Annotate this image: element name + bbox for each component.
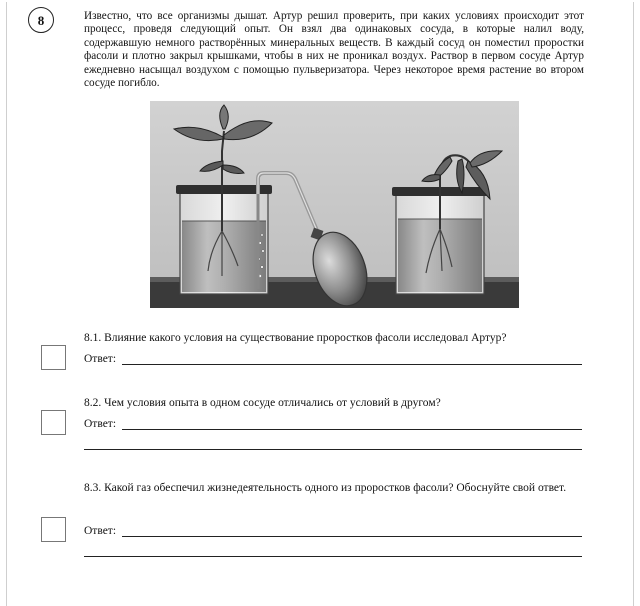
- subquestion-8-3-text: 8.3. Какой газ обеспечил жизнедеятельность одного из проростков фасоли? Обоснуйте свой ответ.: [84, 482, 567, 494]
- jar-left: [176, 185, 272, 294]
- answer-label: Ответ:: [84, 353, 117, 365]
- answer-line-8-1[interactable]: [122, 364, 582, 365]
- score-box-8-3[interactable]: [41, 517, 66, 542]
- answer-row-8-3: [84, 525, 582, 539]
- answer-line-8-3-extra[interactable]: [84, 556, 582, 557]
- question-number: 8: [28, 7, 54, 33]
- question-intro-text: Известно, что все организмы дышат. Артур решил проверить, при каких условиях происходит этот процесс, проведя следующий опыт. Он взял два одинаковых сосуда, в которые налил воду, содержавшую немного растворённых минеральных веществ. В каждый сосуд он поместил проростки фасоли и плотно закрыл крышками, чтобы в них не проникал воздух. Раствор в первом сосуде Артур ежедневно насыщал воздухом с помощью пульверизатора. Через некоторое время растение во втором сосуде погибло.: [84, 10, 584, 90]
- score-box-8-1[interactable]: [41, 345, 66, 370]
- experiment-illustration: [150, 101, 519, 308]
- answer-line-8-2[interactable]: [122, 429, 582, 430]
- subquestion-8-1-text: 8.1. Влияние какого условия на существование проростков фасоли исследовал Артур?: [84, 332, 507, 344]
- answer-line-8-2-extra[interactable]: [84, 449, 582, 450]
- answer-row-8-1: [84, 353, 582, 367]
- answer-label: Ответ:: [84, 525, 117, 537]
- answer-line-8-3[interactable]: [122, 536, 582, 537]
- answer-row-8-2: [84, 418, 582, 432]
- score-box-8-2[interactable]: [41, 410, 66, 435]
- subquestion-8-2-text: 8.2. Чем условия опыта в одном сосуде отличались от условий в другом?: [84, 397, 441, 409]
- answer-label: Ответ:: [84, 418, 117, 430]
